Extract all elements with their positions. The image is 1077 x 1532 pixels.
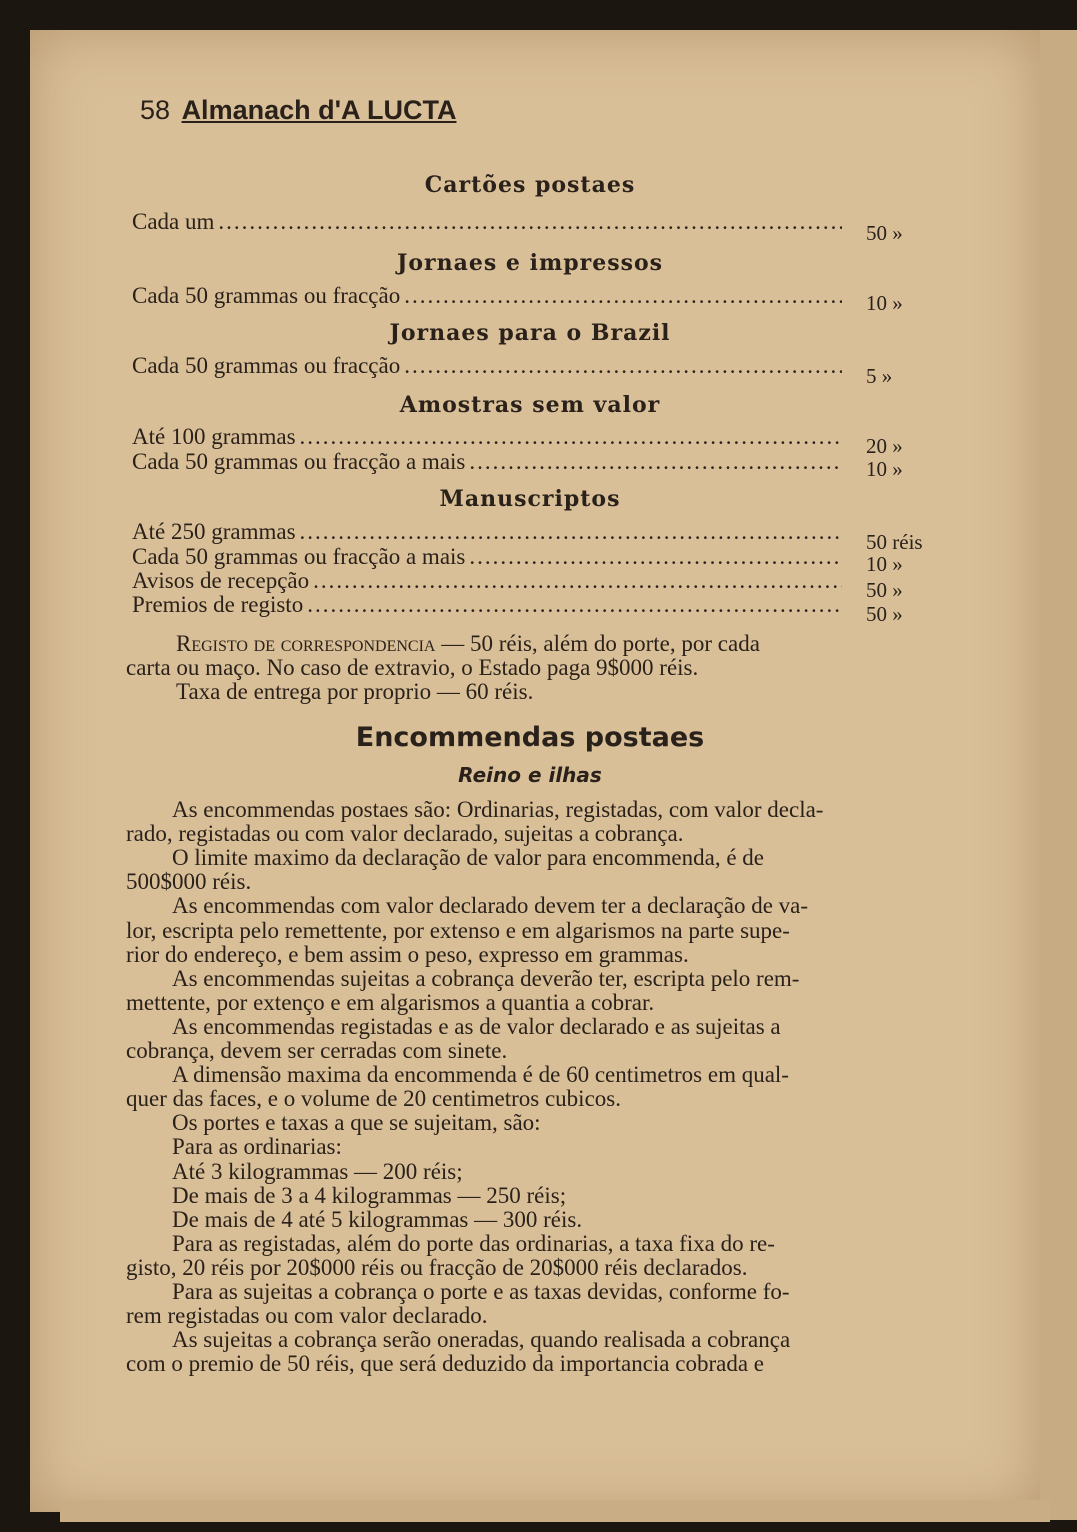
rate-label: Cada 50 grammas ou fracção [132,284,401,308]
almanac-title: Almanach d'A LUCTA [181,95,457,125]
rate-value: 10 » [866,291,903,315]
leader-dots [218,210,842,234]
rate-row [132,210,842,234]
body-line: O limite maximo da declaração de valor para encommenda, é de [172,845,764,871]
rate-row [132,425,842,449]
section-cartoes-postaes: Cartões postaes [424,172,636,198]
rate-label: Premios de registo [132,593,304,617]
body-line: As encommendas sujeitas a cobrança deverão ter, escripta pelo rem- [172,965,800,991]
rate-label: Avisos de recepção [132,569,310,593]
body-line: mettente, por extenço e em algarismos a quantia a cobrar. [126,989,655,1015]
body-line: rado, registadas ou com valor declarado, sujeitas a cobrança. [126,821,684,847]
page-number: 58 [140,95,171,125]
body-line: rior do endereço, e bem assim o peso, expresso em grammas. [126,941,689,967]
leader-dots [300,520,842,544]
rate-value: 5 » [866,364,893,388]
page-bottom-edge [60,1500,1050,1522]
body-line: quer das faces, e o volume de 20 centimetros cubicos. [126,1086,621,1112]
body-line: cobrança, devem ser cerradas com sinete. [126,1038,508,1063]
registo-line-2: carta ou maço. No caso de extravio, o Estado paga 9$000 réis. [126,655,699,680]
rate-row [132,593,842,617]
body-line: Os portes e taxas a que se sujeitam, são: [172,1110,541,1136]
body-line: rem registadas ou com valor declarado. [126,1303,488,1329]
section-jornaes-brazil: Jornaes para o Brazil [389,320,671,346]
rate-label: Até 250 grammas [132,520,296,544]
rate-label: Até 100 grammas [132,425,296,449]
leader-dots [300,425,842,449]
body-line: Para as sujeitas a cobrança o porte e as taxas devidas, conforme fo- [172,1279,790,1304]
registo-text: — 50 réis, além do porte, por cada [435,631,760,656]
body-line: com o premio de 50 réis, que será deduzido da importancia cobrada e [126,1351,765,1377]
body-line: A dimensão maxima da encommenda é de 60 centimetros em qual- [172,1062,789,1088]
leader-dots [404,284,842,308]
body-line: De mais de 3 a 4 kilogrammas — 250 réis; [172,1182,567,1208]
rate-label: Cada 50 grammas ou fracção a mais [132,450,466,474]
rate-row [132,545,842,569]
rate-value: 10 » [866,457,903,481]
body-line: 500$000 réis. [126,869,252,895]
section-manuscriptos: Manuscriptos [439,486,621,512]
registo-line-1 [176,632,936,656]
body-line: As sujeitas a cobrança serão oneradas, quando realisada a cobrança [172,1327,791,1353]
running-header [140,95,457,126]
rate-label: Cada 50 grammas ou fracção [132,354,401,378]
body-line: lor, escripta pelo remettente, por extenso e em algarismos na parte supe- [126,917,790,943]
leader-dots [469,545,842,569]
encomendas-title: Encommendas postaes [355,722,705,753]
body-line: As encommendas com valor declarado devem ter a declaração de va- [172,893,809,919]
body-line: As encommendas postaes são: Ordinarias, registadas, com valor decla- [172,797,824,822]
registo-line-3: Taxa de entrega por proprio — 60 réis. [176,679,534,704]
section-jornaes-impressos: Jornaes e impressos [396,250,664,276]
leader-dots [307,593,842,617]
rate-value: 50 réis [866,530,923,554]
body-line: De mais de 4 até 5 kilogrammas — 300 réis. [172,1206,583,1232]
section-amostras: Amostras sem valor [399,392,661,418]
body-line: Para as ordinarias: [172,1134,342,1160]
rate-row [132,284,842,308]
leader-dots [404,354,842,378]
rate-value: 20 » [866,434,903,458]
rate-value: 50 » [866,221,903,245]
page-edge [1040,30,1077,1520]
rate-value: 50 » [866,602,903,626]
rate-value: 10 » [866,552,903,576]
rate-row [132,354,842,378]
encomendas-subtitle: Reino e ilhas [458,763,602,787]
leader-dots [469,450,842,474]
body-line: Até 3 kilogrammas — 200 réis; [172,1158,463,1184]
rate-label: Cada um [132,210,215,234]
rate-row [132,569,842,593]
leader-dots [313,569,842,593]
body-line: gisto, 20 réis por 20$000 réis ou fracção de 20$000 réis declarados. [126,1254,748,1280]
rate-row [132,520,842,544]
rate-value: 50 » [866,578,903,602]
rate-label: Cada 50 grammas ou fracção a mais [132,545,466,569]
rate-row [132,450,842,474]
body-line: Para as registadas, além do porte das ordinarias, a taxa fixa do re- [172,1230,775,1256]
body-line: As encommendas registadas e as de valor declarado e as sujeitas a [172,1013,781,1039]
registo-heading: Registo de correspondencia [176,631,436,656]
